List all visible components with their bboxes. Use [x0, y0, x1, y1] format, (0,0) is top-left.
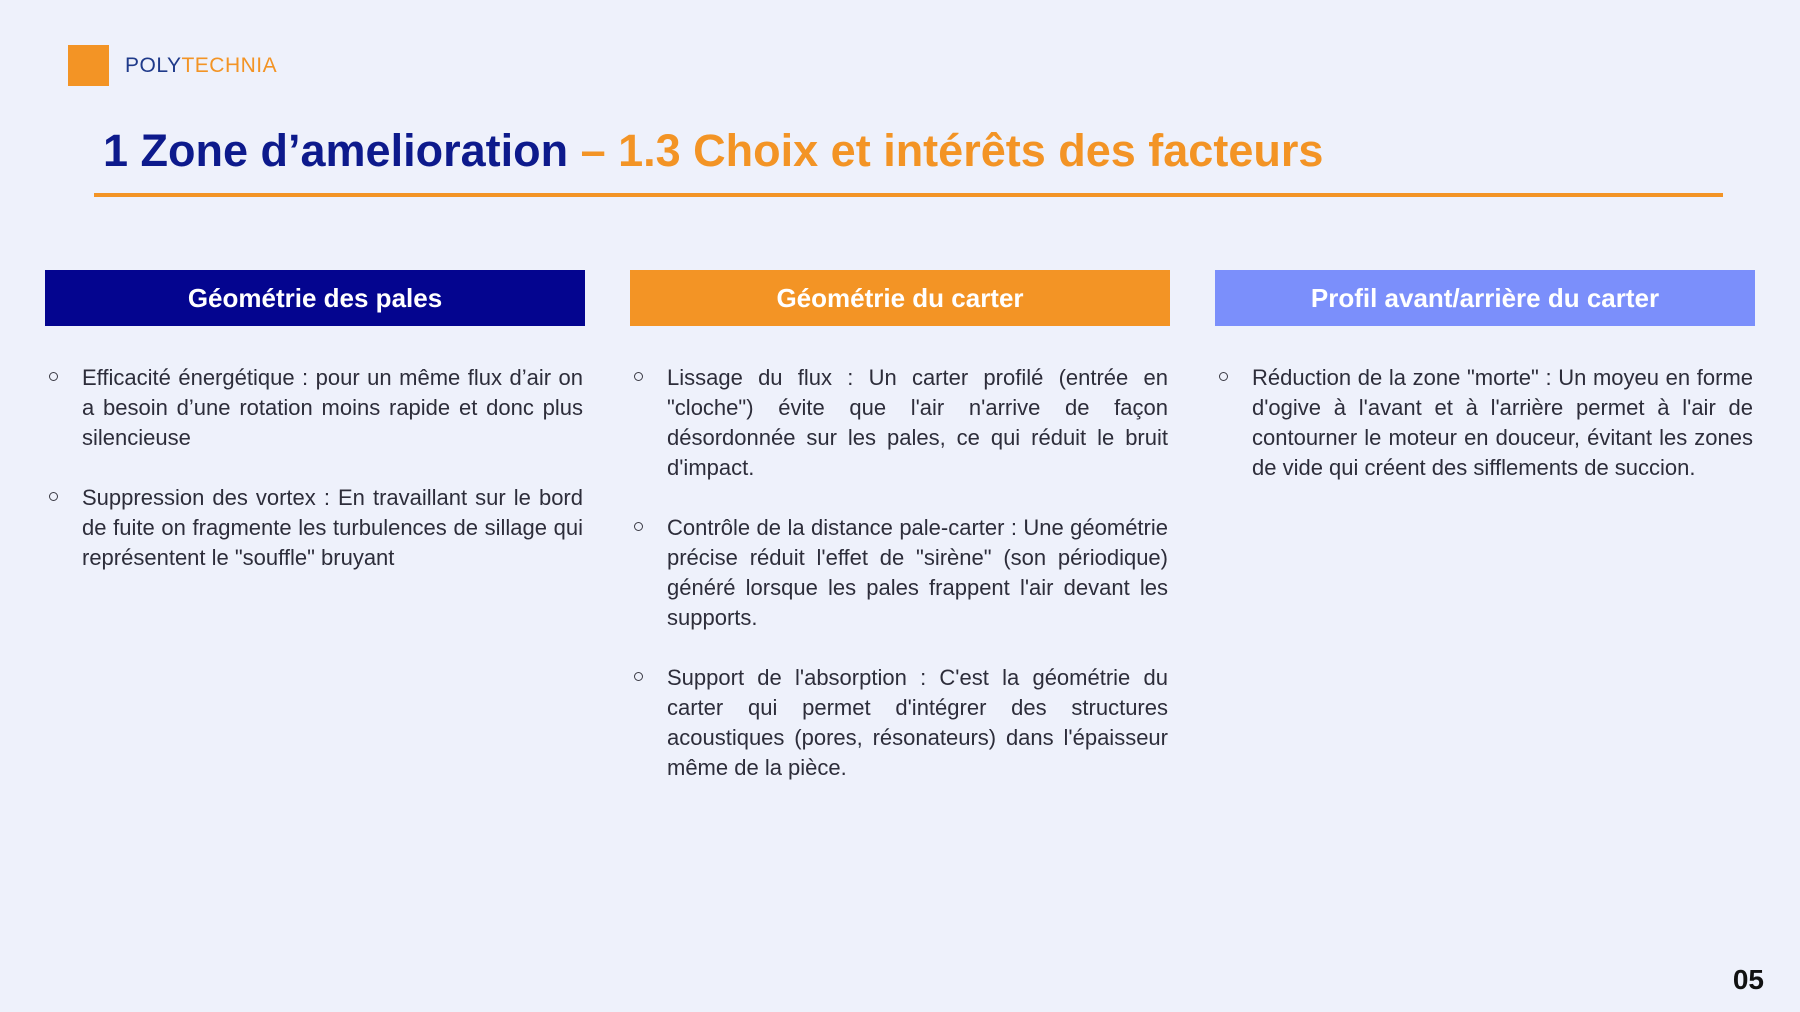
list-item-text: Lissage du flux : Un carter profilé (entrée en "cloche") évite que l'air n'arrive de façon désordonnée sur les pales, ce qui réduit le bruit d'impact.: [667, 365, 1168, 480]
column-header: Géométrie des pales: [45, 270, 585, 326]
list-item: [630, 363, 1170, 483]
column-list: [1215, 363, 1755, 483]
list-item: [630, 513, 1170, 633]
page-title-main: 1 Zone d’amelioration: [103, 125, 569, 176]
column-casing-profile: [1215, 270, 1755, 513]
list-item: [45, 363, 585, 453]
column-header: Profil avant/arrière du carter: [1215, 270, 1755, 326]
logo-text-part2: TECHNIA: [181, 54, 278, 77]
column-blade-geometry: [45, 270, 585, 603]
circle-bullet-icon: [49, 492, 58, 501]
list-item-text: Efficacité énergétique : pour un même flux d’air on a besoin d’une rotation moins rapide et donc plus silencieuse: [82, 365, 583, 450]
list-item-text: Réduction de la zone "morte" : Un moyeu en forme d'ogive à l'avant et à l'arrière permet à l'air de contourner le moteur en douceur, évitant les zones de vide qui créent des sifflements de succion.: [1252, 365, 1753, 480]
column-list: [630, 363, 1170, 783]
page-number: 05: [1732, 964, 1764, 995]
list-item-text: Suppression des vortex : En travaillant sur le bord de fuite on fragmente les turbulences de sillage qui représentent le "souffle" bruyant: [82, 485, 583, 570]
circle-bullet-icon: [1219, 372, 1228, 381]
column-list: [45, 363, 585, 573]
page-title-sub: – 1.3 Choix et intérêts des facteurs: [568, 125, 1324, 176]
list-item-text: Support de l'absorption : C'est la géométrie du carter qui permet d'intégrer des structures acoustiques (pores, résonateurs) dans l'épaisseur même de la pièce.: [667, 665, 1168, 780]
column-header: Géométrie du carter: [630, 270, 1170, 326]
list-item-text: Contrôle de la distance pale-carter : Une géométrie précise réduit l'effet de "sirène" (son périodique) généré lorsque les pales frappent l'air devant les supports.: [667, 515, 1168, 630]
list-item: [1215, 363, 1755, 483]
list-item: [45, 483, 585, 573]
circle-bullet-icon: [634, 372, 643, 381]
title-divider: [94, 193, 1723, 197]
column-casing-geometry: [630, 270, 1170, 813]
logo-text-part1: POLY: [125, 54, 182, 77]
page-title: [103, 125, 1324, 176]
circle-bullet-icon: [634, 522, 643, 531]
logo-text: [125, 55, 277, 76]
circle-bullet-icon: [634, 672, 643, 681]
circle-bullet-icon: [49, 372, 58, 381]
list-item: [630, 663, 1170, 783]
logo: [68, 45, 277, 86]
logo-square-icon: [68, 45, 109, 86]
